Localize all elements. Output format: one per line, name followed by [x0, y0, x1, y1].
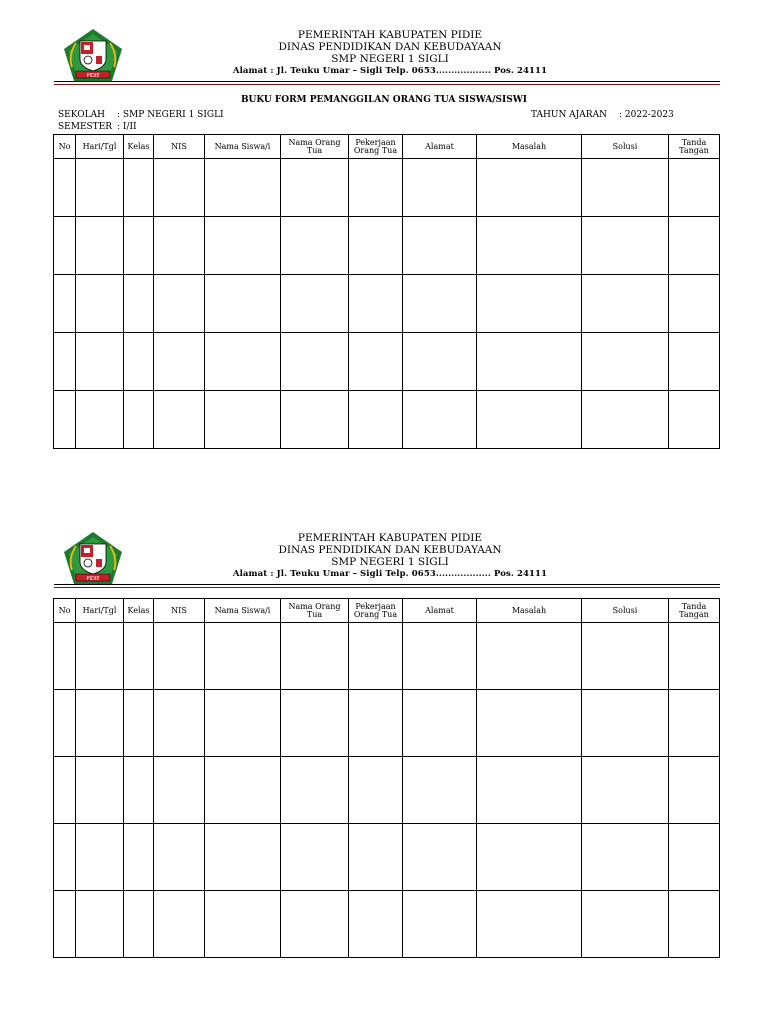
letterhead-department: DINAS PENDIDIKAN DAN KEBUDAYAAN: [278, 41, 502, 53]
table-cell: [124, 159, 154, 217]
table-cell: [281, 824, 349, 891]
col-header-solution: Solusi: [582, 599, 669, 623]
semester-value: : I/II: [117, 122, 137, 132]
table-cell: [349, 275, 403, 333]
table-cell: [669, 159, 720, 217]
table-cell: [54, 217, 76, 275]
summons-table: [53, 598, 720, 958]
table-cell: [349, 159, 403, 217]
letterhead-divider-secondary: [54, 587, 720, 588]
table-cell: [154, 391, 205, 449]
letterhead-address: Alamat : Jl. Teuku Umar – Sigli Telp. 0653.................. Pos. 24111: [232, 569, 548, 579]
table-cell: [403, 690, 477, 757]
table-cell: [154, 275, 205, 333]
table-cell: [669, 275, 720, 333]
svg-text:PIDIE: PIDIE: [86, 73, 100, 79]
table-cell: [582, 333, 669, 391]
letterhead-divider: [54, 584, 720, 585]
letterhead-address: Alamat : Jl. Teuku Umar – Sigli Telp. 0653.................. Pos. 24111: [232, 66, 548, 76]
table-cell: [205, 757, 281, 824]
table-cell: [124, 391, 154, 449]
col-header-student-name: Nama Siswa/i: [205, 135, 281, 159]
table-cell: [76, 275, 124, 333]
col-header-signature: Tanda Tangan: [669, 135, 720, 159]
table-cell: [669, 891, 720, 958]
table-cell: [205, 690, 281, 757]
table-cell: [669, 757, 720, 824]
pidie-regency-emblem-icon: [60, 27, 126, 83]
col-header-class: Kelas: [124, 599, 154, 623]
col-header-parent-occupation: Pekerjaan Orang Tua: [349, 599, 403, 623]
table-cell: [154, 824, 205, 891]
table-row: [54, 333, 720, 391]
table-cell: [54, 391, 76, 449]
letterhead: [140, 29, 640, 77]
letterhead-department: DINAS PENDIDIKAN DAN KEBUDAYAAN: [278, 544, 502, 556]
table-row: [54, 891, 720, 958]
form-title: BUKU FORM PEMANGGILAN ORANG TUA SISWA/SISWI: [240, 95, 528, 105]
col-header-parent-name: Nama Orang Tua: [281, 599, 349, 623]
table-row: [54, 391, 720, 449]
table-cell: [76, 159, 124, 217]
col-header-parent-occupation: Pekerjaan Orang Tua: [349, 135, 403, 159]
table-cell: [54, 690, 76, 757]
table-cell: [477, 623, 582, 690]
table-cell: [281, 623, 349, 690]
svg-text:PIDIE: PIDIE: [86, 576, 100, 582]
academic-year-value: : 2022-2023: [619, 110, 674, 120]
col-header-parent-name: Nama Orang Tua: [281, 135, 349, 159]
table-cell: [154, 757, 205, 824]
letterhead: [140, 532, 640, 580]
table-cell: [281, 391, 349, 449]
table-cell: [281, 159, 349, 217]
table-cell: [124, 275, 154, 333]
table-cell: [403, 891, 477, 958]
pidie-regency-emblem-icon: [60, 530, 126, 586]
table-cell: [403, 824, 477, 891]
table-header-row: [54, 599, 720, 623]
col-header-problem: Masalah: [477, 135, 582, 159]
table-row: [54, 824, 720, 891]
table-cell: [582, 891, 669, 958]
col-header-signature: Tanda Tangan: [669, 599, 720, 623]
table-cell: [669, 824, 720, 891]
table-cell: [281, 275, 349, 333]
table-cell: [582, 623, 669, 690]
table-cell: [582, 757, 669, 824]
table-cell: [403, 333, 477, 391]
table-cell: [477, 824, 582, 891]
letterhead-government: PEMERINTAH KABUPATEN PIDIE: [297, 532, 483, 544]
table-cell: [205, 159, 281, 217]
table-row: [54, 159, 720, 217]
table-cell: [54, 623, 76, 690]
semester-label: SEMESTER: [58, 122, 113, 132]
table-cell: [76, 690, 124, 757]
col-header-nis: NIS: [154, 135, 205, 159]
table-cell: [281, 757, 349, 824]
table-cell: [154, 891, 205, 958]
table-cell: [54, 275, 76, 333]
letterhead-school: SMP NEGERI 1 SIGLI: [331, 556, 449, 568]
table-cell: [477, 217, 582, 275]
letterhead-school: SMP NEGERI 1 SIGLI: [331, 53, 449, 65]
table-cell: [403, 623, 477, 690]
col-header-no: No: [54, 599, 76, 623]
table-cell: [76, 757, 124, 824]
table-cell: [76, 217, 124, 275]
table-cell: [582, 690, 669, 757]
table-cell: [54, 159, 76, 217]
col-header-student-name: Nama Siswa/i: [205, 599, 281, 623]
table-cell: [154, 333, 205, 391]
table-cell: [582, 159, 669, 217]
table-cell: [205, 891, 281, 958]
form-section-2: [0, 500, 768, 970]
table-cell: [154, 623, 205, 690]
table-cell: [124, 690, 154, 757]
col-header-class: Kelas: [124, 135, 154, 159]
table-cell: [281, 891, 349, 958]
table-cell: [205, 623, 281, 690]
table-cell: [403, 757, 477, 824]
table-cell: [281, 690, 349, 757]
table-cell: [349, 333, 403, 391]
col-header-solution: Solusi: [582, 135, 669, 159]
table-row: [54, 757, 720, 824]
table-cell: [205, 217, 281, 275]
table-cell: [403, 391, 477, 449]
col-header-address: Alamat: [403, 599, 477, 623]
table-cell: [124, 824, 154, 891]
table-row: [54, 690, 720, 757]
table-cell: [205, 391, 281, 449]
table-cell: [403, 217, 477, 275]
table-cell: [124, 623, 154, 690]
col-header-date: Hari/Tgl: [76, 599, 124, 623]
table-cell: [154, 217, 205, 275]
table-cell: [349, 690, 403, 757]
table-cell: [477, 333, 582, 391]
table-cell: [124, 333, 154, 391]
school-label: SEKOLAH: [58, 110, 105, 120]
table-cell: [349, 623, 403, 690]
table-cell: [669, 333, 720, 391]
table-cell: [124, 891, 154, 958]
letterhead-divider: [54, 81, 720, 82]
table-cell: [205, 824, 281, 891]
table-cell: [582, 217, 669, 275]
table-cell: [477, 275, 582, 333]
table-cell: [403, 159, 477, 217]
table-row: [54, 217, 720, 275]
table-cell: [349, 824, 403, 891]
table-row: [54, 275, 720, 333]
table-cell: [124, 757, 154, 824]
col-header-address: Alamat: [403, 135, 477, 159]
academic-year-label: TAHUN AJARAN: [531, 110, 607, 120]
form-section-1: [0, 0, 768, 470]
table-cell: [124, 217, 154, 275]
table-cell: [76, 891, 124, 958]
table-cell: [349, 891, 403, 958]
col-header-date: Hari/Tgl: [76, 135, 124, 159]
table-cell: [582, 824, 669, 891]
table-cell: [76, 824, 124, 891]
table-cell: [669, 217, 720, 275]
table-cell: [669, 391, 720, 449]
table-cell: [54, 333, 76, 391]
table-cell: [477, 391, 582, 449]
table-cell: [582, 275, 669, 333]
table-cell: [582, 391, 669, 449]
table-cell: [76, 391, 124, 449]
table-cell: [54, 891, 76, 958]
table-cell: [477, 891, 582, 958]
col-header-no: No: [54, 135, 76, 159]
table-cell: [205, 275, 281, 333]
letterhead-government: PEMERINTAH KABUPATEN PIDIE: [297, 29, 483, 41]
table-cell: [154, 159, 205, 217]
table-cell: [403, 275, 477, 333]
table-cell: [54, 824, 76, 891]
table-cell: [669, 690, 720, 757]
table-cell: [349, 391, 403, 449]
table-cell: [154, 690, 205, 757]
table-row: [54, 623, 720, 690]
table-cell: [205, 333, 281, 391]
col-header-nis: NIS: [154, 599, 205, 623]
table-cell: [54, 757, 76, 824]
table-header-row: [54, 135, 720, 159]
table-cell: [477, 757, 582, 824]
school-value: : SMP NEGERI 1 SIGLI: [117, 110, 224, 120]
table-cell: [76, 623, 124, 690]
table-cell: [477, 690, 582, 757]
table-cell: [281, 333, 349, 391]
col-header-problem: Masalah: [477, 599, 582, 623]
table-cell: [669, 623, 720, 690]
table-cell: [349, 217, 403, 275]
table-cell: [349, 757, 403, 824]
summons-table: [53, 134, 720, 449]
table-cell: [281, 217, 349, 275]
letterhead-divider-secondary: [54, 84, 720, 85]
table-cell: [76, 333, 124, 391]
table-cell: [477, 159, 582, 217]
